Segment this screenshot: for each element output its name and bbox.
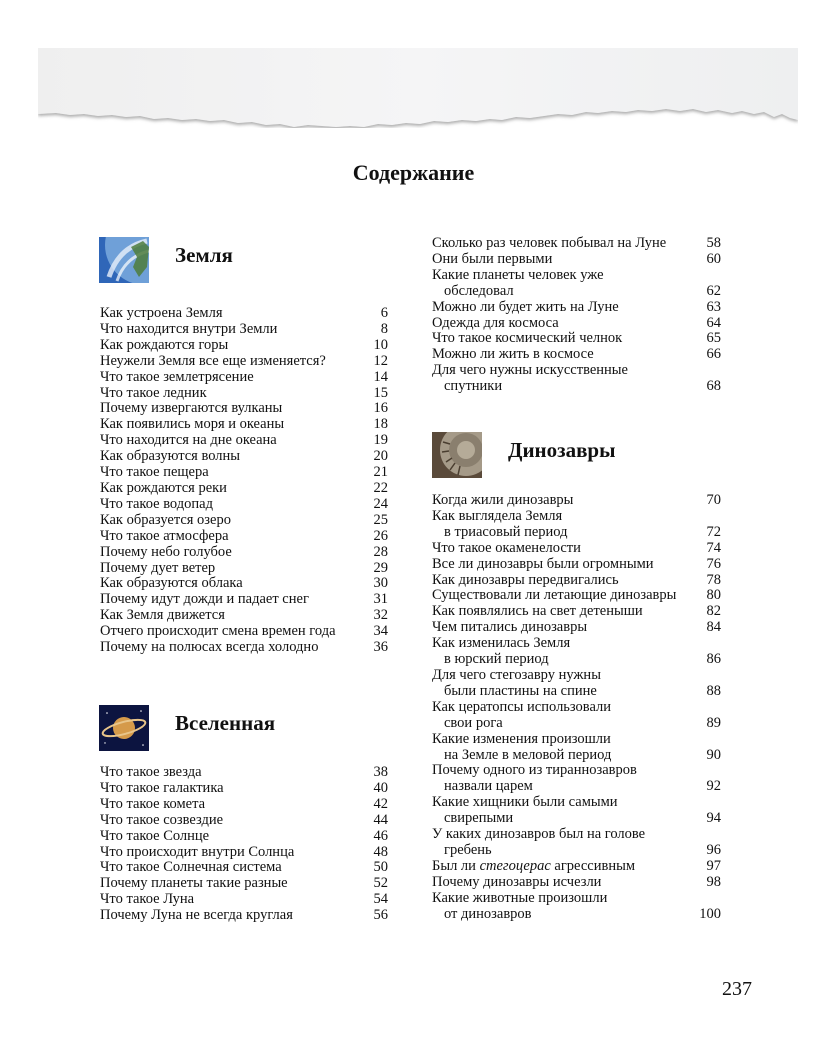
toc-entry-title: Как образуются облака	[100, 575, 243, 592]
toc-page-number: 96	[706, 841, 721, 858]
toc-entry-title: от динозавров	[444, 905, 532, 922]
toc-page-number: 84	[706, 619, 721, 636]
toc-entry-title: Для чего стегозавру нужны	[432, 666, 601, 683]
section-title-universe: Вселенная	[175, 710, 276, 735]
toc-page-number: 66	[706, 346, 721, 363]
toc-entry[interactable]	[432, 252, 721, 268]
toc-entry[interactable]	[100, 781, 388, 797]
toc-entry-title: Неужели Земля все еще изменяется?	[100, 352, 326, 369]
toc-page-number: 22	[373, 479, 388, 496]
toc-entry-title: спутники	[444, 378, 503, 395]
toc-entry-title: свои рога	[444, 714, 503, 731]
toc-page-number: 54	[373, 891, 388, 908]
toc-entry-title: Что такое звезда	[100, 764, 202, 780]
italic-term: стегоцерас	[479, 857, 551, 874]
toc-entry[interactable]	[100, 354, 388, 370]
toc-entry[interactable]	[100, 624, 388, 640]
toc-entry-title: Что такое землетрясение	[100, 368, 254, 385]
toc-entry-title: в юрский период	[444, 651, 549, 668]
toc-page-number: 98	[706, 873, 721, 890]
toc-entry[interactable]	[100, 765, 388, 781]
toc-page-number: 15	[373, 384, 388, 401]
toc-page-number: 38	[373, 764, 388, 780]
toc-page-number: 26	[373, 527, 388, 544]
toc-entry-title: Они были первыми	[432, 250, 553, 267]
toc-entry[interactable]	[432, 347, 721, 363]
toc-page-number: 64	[706, 314, 721, 331]
toc-entry-title: Что такое окаменелости	[432, 539, 581, 556]
toc-entry-title: Почему одного из тираннозавров	[432, 762, 637, 779]
toc-page-number: 30	[373, 575, 388, 592]
toc-entry[interactable]	[100, 545, 388, 561]
toc-entry[interactable]	[432, 859, 721, 875]
toc-entry[interactable]	[432, 620, 721, 636]
toc-page-number: 88	[706, 682, 721, 699]
toc-entry-title: Чем питались динозавры	[432, 619, 588, 636]
toc-entry[interactable]	[432, 795, 721, 827]
toc-entry[interactable]	[100, 465, 388, 481]
section-title-dinosaurs: Динозавры	[508, 437, 616, 462]
toc-entry[interactable]	[100, 322, 388, 338]
toc-entry-title: Что такое пещера	[100, 464, 209, 481]
toc-entry[interactable]	[432, 493, 721, 509]
toc-entry-title: Почему дует ветер	[100, 559, 216, 576]
toc-page-number: 6	[380, 305, 388, 321]
toc-entry[interactable]	[100, 513, 388, 529]
toc-entry-title: Что находится на дне океана	[100, 432, 277, 449]
toc-entry[interactable]	[432, 604, 721, 620]
toc-page-number: 29	[373, 559, 388, 576]
toc-entry-title: Какие планеты человек уже	[432, 266, 604, 283]
toc-entry[interactable]	[100, 306, 388, 322]
toc-entry[interactable]	[432, 891, 721, 923]
toc-entry-title: Почему Луна не всегда круглая	[100, 907, 293, 924]
toc-entry-title: Когда жили динозавры	[432, 492, 574, 508]
toc-entry[interactable]	[432, 316, 721, 332]
toc-entry[interactable]	[432, 875, 721, 891]
toc-entry[interactable]	[432, 573, 721, 589]
toc-entry[interactable]	[100, 892, 388, 908]
toc-entry[interactable]	[432, 668, 721, 700]
toc-page-number: 80	[706, 587, 721, 604]
toc-entry[interactable]	[432, 300, 721, 316]
toc-entry[interactable]	[100, 529, 388, 545]
toc-entry-title: Почему планеты такие разные	[100, 875, 288, 892]
toc-entry-title: Что такое ледник	[100, 384, 207, 401]
toc-page-number: 70	[706, 492, 721, 508]
toc-entry-title: Сколько раз человек побывал на Луне	[432, 235, 667, 251]
toc-entry-title: Что находится внутри Земли	[100, 320, 278, 337]
toc-entry-title: Что такое комета	[100, 795, 206, 812]
toc-page-number: 31	[373, 591, 388, 608]
toc-entry-title: были пластины на спине	[444, 682, 597, 699]
page-number: 237	[722, 978, 752, 1000]
section-heading-dinosaurs	[432, 432, 616, 478]
torn-paper-banner	[38, 48, 798, 128]
toc-entry-title: назвали царем	[444, 778, 533, 795]
toc-page-number: 100	[699, 905, 721, 922]
toc-page-number: 94	[706, 810, 721, 827]
toc-page-number: 46	[373, 827, 388, 844]
toc-entry-title: У каких динозавров был на голове	[432, 826, 646, 843]
toc-entry[interactable]	[100, 845, 388, 861]
toc-page-number: 56	[373, 907, 388, 924]
toc-entry[interactable]	[432, 268, 721, 300]
toc-entry-title: Что такое Луна	[100, 891, 195, 908]
toc-entry[interactable]	[100, 449, 388, 465]
toc-page-number: 50	[373, 859, 388, 876]
toc-entry[interactable]	[100, 908, 388, 924]
toc-entry-title: в триасовый период	[444, 523, 568, 540]
toc-entry[interactable]	[100, 592, 388, 608]
toc-entry-title: Что такое космический челнок	[432, 330, 623, 347]
toc-entry-title: свирепыми	[444, 810, 514, 827]
toc-entry-title: Как образуются волны	[100, 448, 241, 465]
toc-page-number: 82	[706, 603, 721, 620]
toc-page-number: 36	[373, 639, 388, 656]
toc-page-number: 12	[373, 352, 388, 369]
toc-entry[interactable]	[432, 827, 721, 859]
toc-entry-title: Одежда для космоса	[432, 314, 559, 331]
title-segment: агрессивным	[550, 857, 636, 874]
toc-entry[interactable]	[100, 640, 388, 656]
toc-entry-title: Как рождаются реки	[100, 479, 227, 496]
toc-entry-title: Как образуется озеро	[100, 511, 231, 528]
toc-page-number: 97	[706, 857, 721, 874]
toc-list-universe	[100, 765, 388, 924]
section-heading-universe	[99, 705, 275, 751]
toc-entry[interactable]	[432, 700, 721, 732]
toc-page-number: 8	[380, 320, 388, 337]
toc-entry[interactable]	[100, 608, 388, 624]
toc-entry-title: Какие изменения произошли	[432, 730, 611, 747]
toc-entry[interactable]	[100, 481, 388, 497]
toc-entry-title: Почему на полюсах всегда холодно	[100, 639, 319, 656]
saturn-planet-icon	[99, 705, 149, 751]
toc-entry[interactable]	[100, 433, 388, 449]
toc-entry-title: Что такое Солнце	[100, 827, 210, 844]
toc-page-number: 21	[373, 464, 388, 481]
toc-entry[interactable]	[100, 370, 388, 386]
toc-list-dinosaurs	[432, 493, 721, 922]
page-title: Содержание	[352, 160, 475, 185]
toc-page-number: 10	[373, 336, 388, 353]
toc-entry-title: Как цератопсы использовали	[432, 698, 612, 715]
toc-entry-title: на Земле в меловой период	[444, 746, 612, 763]
toc-entry-title: Как изменилась Земля	[432, 635, 571, 652]
toc-entry-title: Как выглядела Земля	[432, 507, 563, 524]
toc-page-number: 25	[373, 511, 388, 528]
toc-page-number: 72	[706, 523, 721, 540]
toc-entry[interactable]	[100, 338, 388, 354]
toc-entry-title: Почему небо голубое	[100, 543, 232, 560]
toc-page-number: 89	[706, 714, 721, 731]
toc-entry[interactable]	[432, 732, 721, 764]
toc-entry-title: Какие животные произошли	[432, 889, 608, 906]
toc-entry-title: Какие хищники были самыми	[432, 794, 618, 811]
toc-page-number: 78	[706, 571, 721, 588]
toc-entry-title: Существовали ли летающие динозавры	[432, 587, 677, 604]
toc-entry[interactable]	[432, 541, 721, 557]
toc-entry-title: Почему идут дожди и падает снег	[100, 591, 309, 608]
toc-page-number: 48	[373, 843, 388, 860]
toc-entry[interactable]	[432, 763, 721, 795]
toc-entry-title: Что происходит внутри Солнца	[100, 843, 295, 860]
toc-entry[interactable]	[100, 497, 388, 513]
toc-page-number: 63	[706, 298, 721, 315]
toc-page-number: 52	[373, 875, 388, 892]
section-title-earth: Земля	[175, 242, 233, 267]
ammonite-fossil-icon	[432, 432, 482, 478]
toc-entry[interactable]	[432, 236, 721, 252]
toc-entry-title: Как динозавры передвигались	[432, 571, 619, 588]
toc-page-number: 90	[706, 746, 721, 763]
title-segment: Был ли	[432, 857, 480, 874]
toc-page-number: 14	[373, 368, 388, 385]
toc-entry[interactable]	[100, 876, 388, 892]
toc-page-number: 65	[706, 330, 721, 347]
toc-page-number: 42	[373, 795, 388, 812]
toc-page-number: 24	[373, 495, 388, 512]
toc-entry[interactable]	[100, 797, 388, 813]
toc-entry[interactable]	[432, 636, 721, 668]
toc-entry-title: Почему динозавры исчезли	[432, 873, 602, 890]
toc-page-number: 32	[373, 607, 388, 624]
toc-page-number: 86	[706, 651, 721, 668]
toc-page-number: 58	[706, 235, 721, 251]
toc-page-number: 62	[706, 282, 721, 299]
toc-page-number: 76	[706, 555, 721, 572]
toc-page-number: 68	[706, 378, 721, 395]
toc-entry[interactable]	[100, 417, 388, 433]
toc-page-number: 18	[373, 416, 388, 433]
toc-entry[interactable]	[100, 561, 388, 577]
toc-entry-title: Для чего нужны искусственные	[432, 362, 628, 379]
toc-entry-title: Как появлялись на свет детеныши	[432, 603, 643, 620]
toc-page-number: 20	[373, 448, 388, 465]
toc-entry-title: Что такое созвездие	[100, 811, 224, 828]
toc-entry-title: гребень	[444, 841, 492, 858]
toc-page-number: 19	[373, 432, 388, 449]
toc-page-number: 28	[373, 543, 388, 560]
toc-list-universe-continued	[432, 236, 721, 395]
toc-page-number: 16	[373, 400, 388, 417]
toc-page-number: 92	[706, 778, 721, 795]
toc-entry[interactable]	[100, 829, 388, 845]
toc-entry-title: Что такое атмосфера	[100, 527, 229, 544]
toc-entry-title: Почему извергаются вулканы	[100, 400, 283, 417]
toc-entry-title: Как рождаются горы	[100, 336, 229, 353]
toc-entry-title: Все ли динозавры были огромными	[432, 555, 654, 572]
toc-entry-title: Что такое галактика	[100, 779, 224, 796]
toc-page-number: 60	[706, 250, 721, 267]
toc-entry[interactable]	[432, 331, 721, 347]
toc-entry[interactable]	[100, 813, 388, 829]
toc-entry-title	[432, 859, 721, 875]
toc-entry-title: обследовал	[444, 282, 514, 299]
section-heading-earth	[99, 237, 233, 283]
toc-page-number: 44	[373, 811, 388, 828]
toc-entry[interactable]	[432, 363, 721, 395]
toc-page-number: 40	[373, 779, 388, 796]
toc-entry-title: Как устроена Земля	[100, 305, 223, 321]
toc-entry-title: Как Земля движется	[100, 607, 225, 624]
toc-entry[interactable]	[100, 386, 388, 402]
toc-entry-title: Что такое Солнечная система	[100, 859, 282, 876]
toc-entry[interactable]	[432, 557, 721, 573]
toc-list-earth	[100, 306, 388, 656]
toc-entry[interactable]	[100, 576, 388, 592]
toc-entry[interactable]	[432, 509, 721, 541]
toc-page-number: 34	[373, 623, 388, 640]
toc-page-number: 74	[706, 539, 721, 556]
earth-globe-icon	[99, 237, 149, 283]
toc-entry[interactable]	[432, 588, 721, 604]
toc-entry-title: Как появились моря и океаны	[100, 416, 285, 433]
toc-entry[interactable]	[100, 860, 388, 876]
toc-entry[interactable]	[100, 401, 388, 417]
toc-entry-title: Что такое водопад	[100, 495, 213, 512]
toc-entry-title: Можно ли будет жить на Луне	[432, 298, 619, 315]
toc-entry-title: Отчего происходит смена времен года	[100, 623, 336, 640]
toc-entry-title: Можно ли жить в космосе	[432, 346, 594, 363]
